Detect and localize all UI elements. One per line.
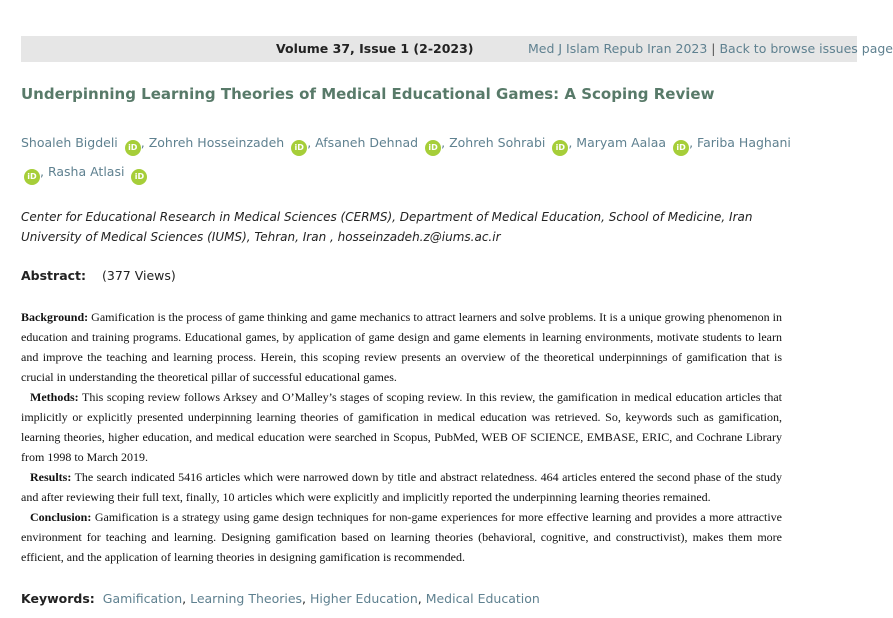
section-label: Background: <box>21 310 89 324</box>
keyword-separator: , <box>417 591 426 606</box>
section-label: Methods: <box>30 390 79 404</box>
author-entry <box>576 135 697 150</box>
author-entry <box>48 164 147 179</box>
section-text: This scoping review follows Arksey and O’Malley’s stages of scoping review. In this review, the gamification in medical education articles that implicitly or explicitly presented underpinning learning theories of gamification in medical education was retrieved. So, keywords such as gamification, learning theories, higher education, and medical education were searched in Scopus, PubMed, WEB OF SCIENCE, EMBASE, ERIC, and Cochrane Library from 1998 to March 2019. <box>21 390 782 464</box>
keywords-label: Keywords: <box>21 591 95 606</box>
author-separator: , <box>140 135 149 150</box>
volume-issue: Volume 37, Issue 1 (2-2023) <box>276 41 474 56</box>
author-separator: , <box>40 164 48 179</box>
abstract-methods <box>21 387 782 467</box>
journal-link[interactable]: Med J Islam Repub Iran 2023 <box>528 41 708 56</box>
author-link[interactable]: Maryam Aalaa <box>576 135 667 150</box>
orcid-icon[interactable]: iD <box>552 140 568 156</box>
abstract-label: Abstract: <box>21 268 87 283</box>
author-entry <box>449 135 576 150</box>
section-text: Gamification is the process of game thinking and game mechanics to attract learners and solve problems. It is a unique growing phenomenon in education and training programs. Educational games, by application of game design and game elements in learning environments, motivate students to learn and improve the teaching and learning process. Herein, this scoping review presents an overview of the theoretical underpinnings of gamification that is crucial in understanding the theoretical pillar of successful educational games. <box>21 310 782 384</box>
author-link[interactable]: Zohreh Sohrabi <box>449 135 546 150</box>
corresponding-email: hosseinzadeh.z@iums.ac.ir <box>337 230 501 244</box>
orcid-icon[interactable]: iD <box>24 169 40 185</box>
orcid-icon[interactable]: iD <box>125 140 141 156</box>
author-link[interactable]: Fariba Haghani <box>697 135 791 150</box>
issue-header-bar <box>21 36 893 62</box>
orcid-icon[interactable]: iD <box>131 169 147 185</box>
author-link[interactable]: Shoaleh Bigdeli <box>21 135 118 150</box>
author-entry <box>315 135 449 150</box>
abstract-background <box>21 307 782 387</box>
keyword-separator: , <box>302 591 310 606</box>
author-separator: , <box>689 135 698 150</box>
affiliation <box>21 207 781 247</box>
article-title: Underpinning Learning Theories of Medical Educational Games: A Scoping Review <box>21 85 715 103</box>
affiliation-text: Center for Educational Research in Medical Sciences (CERMS), Department of Medical Education, School of Medicine, Iran University of Medical Sciences (IUMS), Tehran, Iran , <box>21 210 753 244</box>
keyword-link[interactable]: Medical Education <box>425 591 540 606</box>
section-label: Conclusion: <box>30 510 92 524</box>
section-label: Results: <box>30 470 72 484</box>
section-text: The search indicated 5416 articles which were narrowed down by title and abstract relatedness. 464 articles entered the second phase of the study and after reviewing their full text, finally, 10 articles which were explicitly and implicitly reported the underpinning learning theories remained. <box>21 470 782 504</box>
keyword-link[interactable]: Learning Theories <box>190 591 303 606</box>
author-list <box>21 128 791 186</box>
orcid-icon[interactable]: iD <box>673 140 689 156</box>
section-text: Gamification is a strategy using game design techniques for non-game experiences for more effective learning and provides a more attractive environment for teaching and learning. Designing gamification based on learning theories (behavioral, cognitive, and constructivist), makes them more efficient, and the application of learning theories in designing gamification is recommended. <box>21 510 783 564</box>
journal-nav <box>528 36 893 62</box>
back-to-issues-link[interactable]: Back to browse issues page <box>719 41 893 56</box>
abstract-header <box>21 268 176 283</box>
keyword-link[interactable]: Gamification <box>102 591 183 606</box>
author-link[interactable]: Rasha Atlasi <box>47 164 125 179</box>
orcid-icon[interactable]: iD <box>425 140 441 156</box>
author-separator: , <box>568 135 577 150</box>
author-separator: , <box>307 135 316 150</box>
author-separator: , <box>441 135 450 150</box>
author-link[interactable]: Afsaneh Dehnad <box>315 135 419 150</box>
nav-separator: | <box>711 41 716 56</box>
author-entry <box>149 135 315 150</box>
keyword-separator: , <box>182 591 191 606</box>
abstract-results <box>21 467 782 507</box>
abstract-body <box>21 307 782 567</box>
author-entry <box>21 135 149 150</box>
keywords <box>21 591 540 606</box>
orcid-icon[interactable]: iD <box>291 140 307 156</box>
keyword-link[interactable]: Higher Education <box>309 591 418 606</box>
author-link[interactable]: Zohreh Hosseinzadeh <box>148 135 285 150</box>
abstract-conclusion <box>21 507 782 567</box>
view-count: (377 Views) <box>102 268 176 283</box>
